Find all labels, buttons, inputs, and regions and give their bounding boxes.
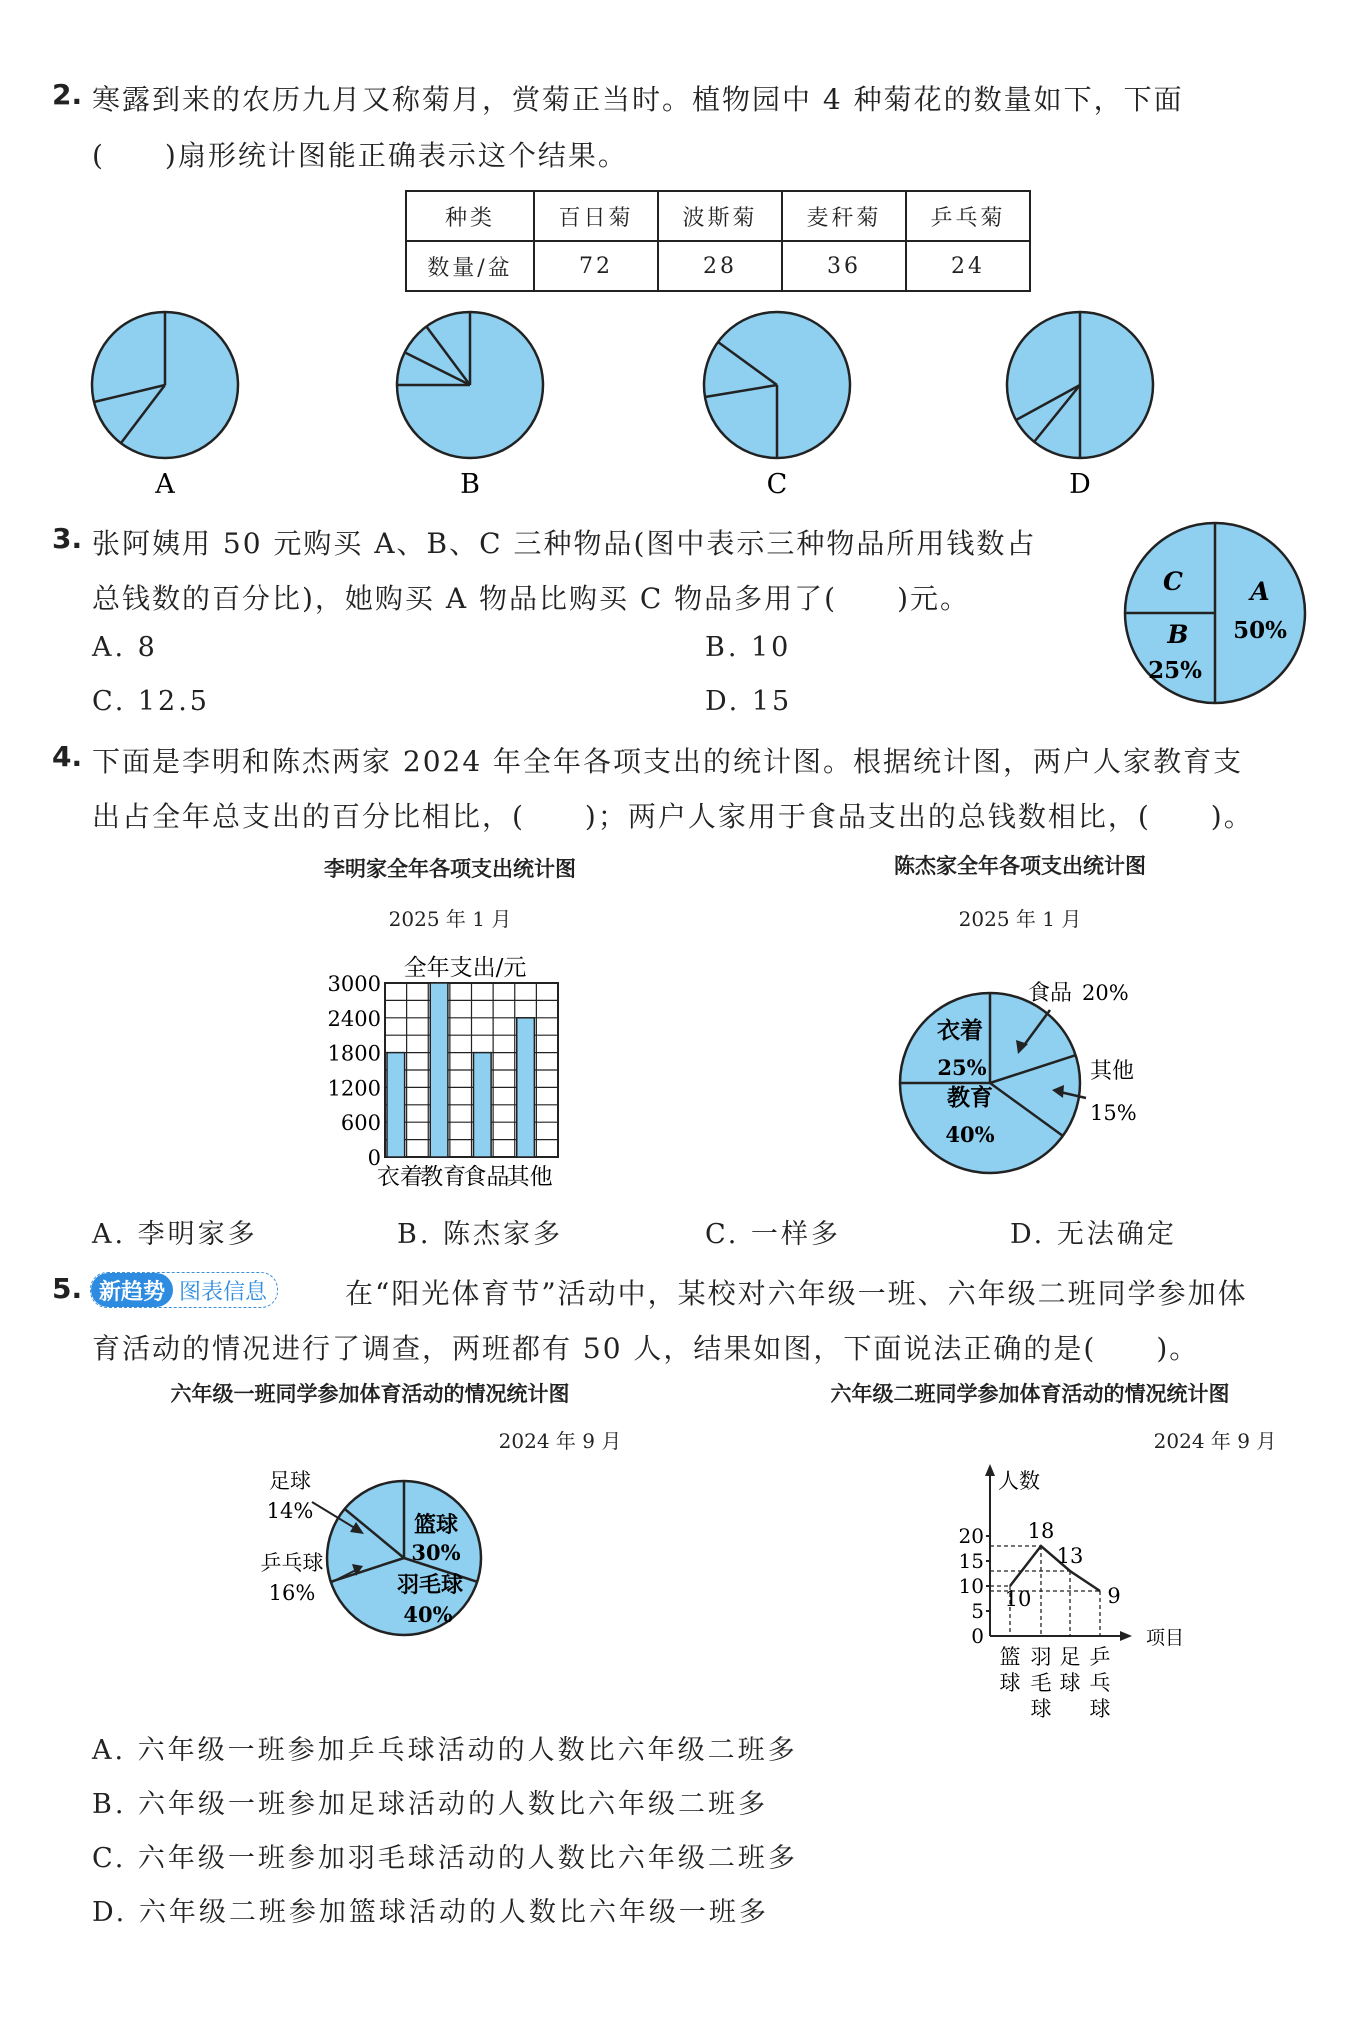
x-axis-arrow [1120, 1631, 1132, 1641]
y-tick-label: 600 [340, 1111, 381, 1136]
x-tick-label: 球 [1089, 1697, 1111, 1718]
pie-option-a[interactable] [92, 312, 238, 500]
question-4-option-b[interactable]: B. 陈杰家多 [397, 1219, 564, 1250]
bar-0 [387, 1053, 405, 1157]
table-header: 波斯菊 [658, 191, 782, 241]
question-5-option-b[interactable]: B. 六年级一班参加足球活动的人数比六年级二班多 [92, 1789, 769, 1820]
data-label: 10 [1004, 1587, 1032, 1611]
line-ylabel: 人数 [998, 1469, 1040, 1493]
question-4-option-a[interactable]: A. 李明家多 [92, 1219, 258, 1250]
question-5-option-d[interactable]: D. 六年级二班参加篮球活动的人数比六年级一班多 [92, 1897, 769, 1928]
class1-chart-title: 六年级一班同学参加体育活动的情况统计图 [170, 1382, 570, 1406]
x-tick-label: 乒 [1089, 1645, 1111, 1669]
chrysanthemum-table [405, 190, 1031, 292]
slice-pct-other: 15% [1090, 1101, 1137, 1125]
question-2-line-1: 寒露到来的农历九月又称菊月，赏菊正当时。植物园中 4 种菊花的数量如下，下面 [92, 83, 1184, 116]
slice-pct-clothing: 25% [937, 1055, 987, 1080]
question-3-option-b[interactable]: B. 10 [705, 632, 792, 663]
slice-pct-football: 14% [266, 1499, 314, 1523]
y-tick-label: 1800 [327, 1041, 381, 1066]
question-5-option-a[interactable]: A. 六年级一班参加乒乓球活动的人数比六年级二班多 [92, 1735, 798, 1766]
slice-label-food: 食品 [1028, 981, 1073, 1006]
y-tick-label: 1200 [327, 1076, 381, 1101]
table-row-label: 数量/盆 [406, 241, 534, 291]
x-tick-label: 衣着 [376, 1164, 423, 1190]
slice-label-education: 教育 [947, 1084, 993, 1111]
y-tick-label: 2400 [327, 1006, 381, 1031]
slice-pct-education: 40% [945, 1122, 995, 1147]
y-axis-arrow [985, 1464, 995, 1476]
slice-label-badminton: 羽毛球 [396, 1572, 464, 1598]
table-header: 种类 [406, 191, 534, 241]
pie-option-d[interactable] [1007, 312, 1153, 500]
liming-chart-date: 2025 年 1 月 [388, 907, 512, 931]
x-tick-label: 篮 [999, 1645, 1021, 1669]
table-cell: 36 [782, 241, 906, 291]
question-3-number: 3. [52, 522, 83, 555]
liming-chart-title: 李明家全年各项支出统计图 [324, 857, 576, 881]
question-3-option-d[interactable]: D. 15 [705, 686, 793, 717]
y-tick-label: 3000 [327, 972, 381, 996]
question-5-line-2: 育活动的情况进行了调查，两班都有 50 人，结果如图，下面说法正确的是( )。 [92, 1332, 1200, 1365]
class2-chart-title: 六年级二班同学参加体育活动的情况统计图 [830, 1382, 1230, 1406]
question-5-number: 5. [52, 1272, 83, 1305]
slice-pct-pingpong: 16% [268, 1581, 316, 1605]
slice-pct-badminton: 40% [403, 1602, 453, 1627]
question-4-number: 4. [52, 740, 83, 773]
x-tick-label: 足 [1059, 1645, 1081, 1669]
chenjie-chart-title: 陈杰家全年各项支出统计图 [894, 854, 1146, 878]
table-header: 麦秆菊 [782, 191, 906, 241]
slice-label-c: C [1163, 567, 1183, 596]
table-cell: 24 [906, 241, 1030, 291]
slice-pct-a: 50% [1233, 617, 1287, 644]
slice-label-football: 足球 [269, 1469, 311, 1493]
slice-pct-food: 20% [1082, 981, 1129, 1005]
question-5-option-c[interactable]: C. 六年级一班参加羽毛球活动的人数比六年级二班多 [92, 1843, 798, 1874]
class2-line-chart [910, 1458, 1210, 1718]
bar-ylabel: 全年支出/元 [403, 955, 527, 981]
x-tick-label: 球 [1030, 1697, 1052, 1718]
pie-option-b[interactable] [397, 312, 543, 500]
y-tick-label: 20 [958, 1524, 984, 1548]
class1-pie-chart [240, 1460, 500, 1650]
chenjie-chart-date: 2025 年 1 月 [958, 907, 1082, 931]
line-xlabel: 项目 [1146, 1627, 1185, 1649]
question-3-option-c[interactable]: C. 12.5 [92, 686, 210, 717]
chenjie-pie-chart [890, 960, 1190, 1190]
class2-chart-date: 2024 年 9 月 [1153, 1429, 1277, 1453]
slice-label-pingpong: 乒乓球 [260, 1551, 324, 1575]
table-header: 百日菊 [534, 191, 658, 241]
x-tick-label: 食品 [463, 1164, 510, 1190]
data-label: 18 [1027, 1519, 1055, 1543]
question-2-line-2: ( )扇形统计图能正确表示这个结果。 [92, 139, 628, 172]
data-label: 9 [1107, 1584, 1121, 1608]
pie-label-a: A [155, 469, 175, 500]
bar-2 [474, 1053, 492, 1157]
liming-bar-chart [300, 945, 660, 1195]
question-4-option-c[interactable]: C. 一样多 [705, 1219, 841, 1250]
option-pies [0, 300, 1350, 510]
bar-1 [430, 983, 448, 1157]
table-cell: 72 [534, 241, 658, 291]
tag-chart-info: 图表信息 [179, 1279, 268, 1305]
y-tick-label: 5 [971, 1599, 984, 1623]
x-tick-label: 羽 [1030, 1645, 1052, 1669]
question-3-line-1: 张阿姨用 50 元购买 A、B、C 三种物品(图中表示三种物品所用钱数占 [92, 527, 1037, 560]
x-tick-label: 其他 [506, 1164, 553, 1190]
pie-label-d: D [1069, 469, 1091, 500]
slice-label-b: B [1167, 620, 1189, 649]
slice-pct-basketball: 30% [411, 1540, 461, 1565]
y-tick-label: 10 [958, 1574, 984, 1598]
y-tick-label: 15 [958, 1549, 984, 1573]
bar-3 [517, 1018, 535, 1157]
question-4-line-2: 出占全年总支出的百分比相比，( )；两户人家用于食品支出的总钱数相比，( )。 [92, 800, 1254, 833]
slice-pct-b: 25% [1148, 657, 1202, 684]
slice-label-basketball: 篮球 [413, 1512, 459, 1538]
slice-label-clothing: 衣着 [937, 1017, 983, 1044]
x-tick-label: 乓 [1089, 1671, 1111, 1695]
question-5-line-1: 在“阳光体育节”活动中，某校对六年级一班、六年级二班同学参加体 [345, 1277, 1248, 1310]
pie-option-c[interactable] [704, 312, 850, 500]
tag-new-trend: 新趋势 [91, 1273, 173, 1307]
question-2-number: 2. [52, 78, 83, 111]
class1-chart-date: 2024 年 9 月 [498, 1429, 622, 1453]
question-4-line-1: 下面是李明和陈杰两家 2024 年全年各项支出的统计图。根据统计图，两户人家教育支 [92, 745, 1244, 778]
question-4-option-d[interactable]: D. 无法确定 [1010, 1219, 1177, 1250]
x-tick-label: 球 [1059, 1671, 1081, 1695]
y-tick-label: 0 [367, 1146, 381, 1170]
y-tick-label: 0 [971, 1624, 984, 1648]
trend-tag [90, 1272, 278, 1308]
x-tick-label: 毛 [1030, 1671, 1052, 1695]
data-label: 13 [1056, 1544, 1084, 1568]
pie-label-b: B [460, 469, 480, 500]
question-3-option-a[interactable]: A. 8 [92, 632, 158, 663]
x-tick-label: 球 [999, 1671, 1021, 1695]
pie-label-c: C [766, 469, 788, 500]
table-header: 乒乓菊 [906, 191, 1030, 241]
series-line [1010, 1546, 1100, 1591]
q3-abc-pie [1120, 518, 1310, 708]
table-cell: 28 [658, 241, 782, 291]
x-tick-label: 教育 [420, 1164, 467, 1190]
question-3-line-2: 总钱数的百分比)，她购买 A 物品比购买 C 物品多用了( )元。 [92, 582, 971, 615]
slice-label-a: A [1250, 577, 1270, 606]
slice-label-other: 其他 [1090, 1059, 1135, 1084]
